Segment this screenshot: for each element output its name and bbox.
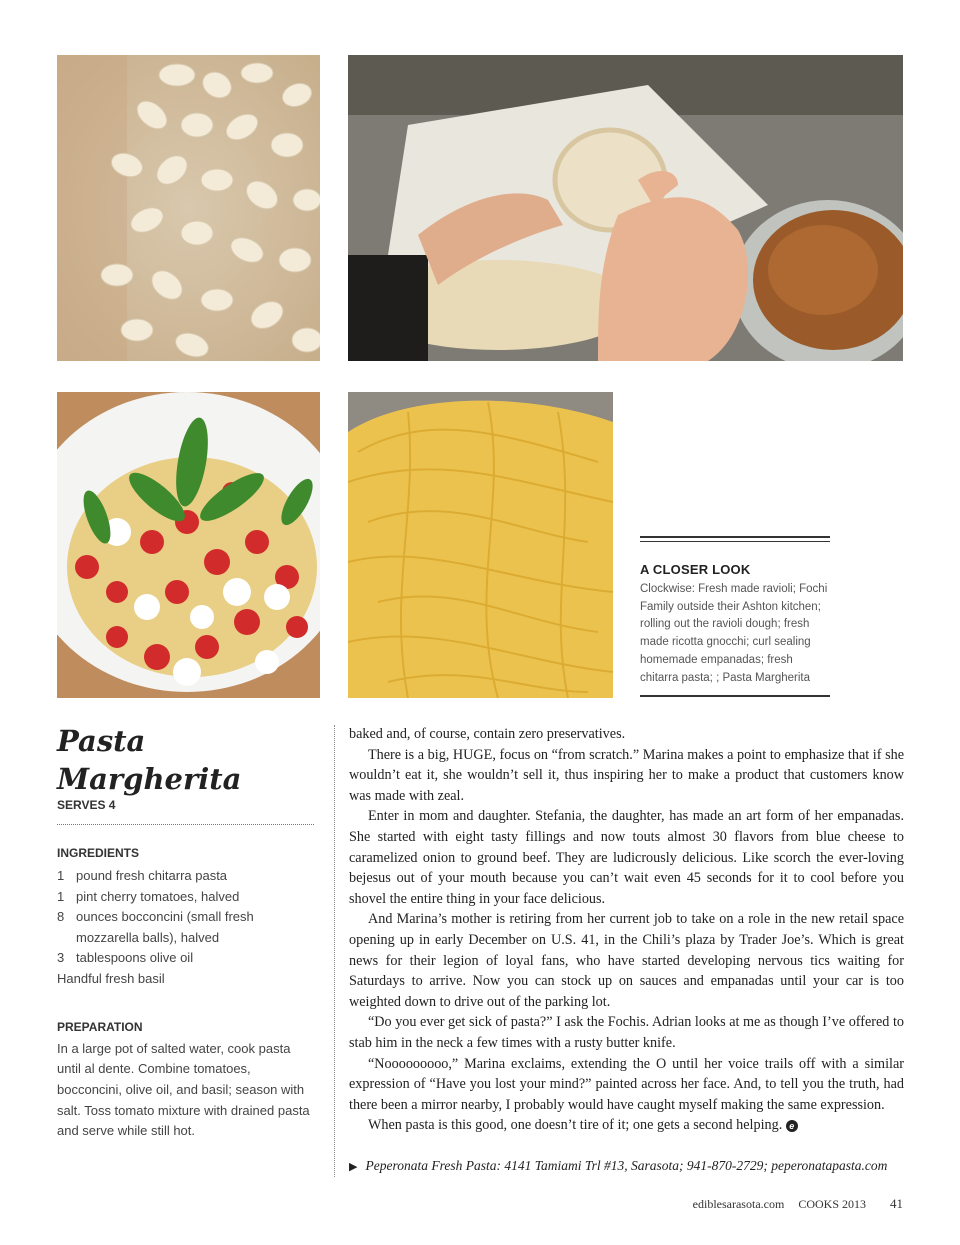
- ingredient-qty: 1: [57, 868, 65, 883]
- caption-text: Clockwise: Fresh made ravioli; Fochi Family outside their Ashton kitchen; rolling out the ravioli dough; fresh made ricotta gnocchi; curl sealing homemade empanadas; fresh chitarra pasta; ; Pasta Margherita: [640, 583, 828, 684]
- article-paragraph: “Do you ever get sick of pasta?” I ask the Fochis. Adrian looks at me as though I’ve offered to stab him in the neck a few times with a rusty butter knife.: [349, 1014, 904, 1051]
- business-credit-text: Peperonata Fresh Pasta: 4141 Tamiami Trl #13, Sarasota; 941-870-2729; peperonatapasta.com: [365, 1158, 888, 1173]
- ingredient-qty: 3: [57, 950, 65, 966]
- ingredient-qty: 1: [57, 888, 65, 904]
- ingredients-list: [57, 866, 317, 969]
- ingredient-text: ounces bocconcini (small fresh mozzarella balls), halved: [76, 909, 254, 945]
- pasta-margherita-photo: [57, 392, 320, 698]
- ingredient-qty: 8: [57, 909, 65, 925]
- ingredient-item: [57, 948, 317, 969]
- recipe-sidebar: [57, 722, 317, 1142]
- recipe-divider: [57, 824, 314, 825]
- triangle-arrow-icon: ▶: [349, 1161, 358, 1173]
- ingredient-item: [57, 887, 317, 908]
- article-paragraph: And Marina’s mother is retiring from her current job to take on a role in the new retail space opening up in early December on U.S. 41, in the Chili’s plaza by Trader Joe’s. Which is great news for their legion of loyal fans, who have started developing nervous tics waiting for Saturdays to arrive. Now you can stock up on sauces and empanadas until your car is too weighted down to drive out of the parking lot.: [349, 911, 904, 1010]
- chitarra-pasta-photo: [348, 392, 613, 698]
- caption-title: A CLOSER LOOK: [640, 562, 751, 577]
- article-last-text: When pasta is this good, one doesn’t tire of it; one gets a second helping.: [368, 1117, 783, 1134]
- business-credit: [349, 1158, 909, 1174]
- article-paragraph: baked and, of course, contain zero preservatives.: [349, 726, 626, 742]
- ingredient-text: pound fresh chitarra pasta: [76, 868, 228, 883]
- column-divider: [334, 725, 335, 1177]
- caption-box: [640, 536, 830, 697]
- ingredients-heading: INGREDIENTS: [57, 846, 140, 860]
- caption-top-rule: [640, 536, 830, 542]
- caption-bottom-rule: [640, 695, 830, 697]
- ingredient-text: tablespoons olive oil: [76, 950, 194, 966]
- article-paragraph: There is a big, HUGE, focus on “from scratch.” Marina makes a point to emphasize that if she wouldn’t eat it, she wouldn’t sell it, thus inspiring her to make a product that customers know was made with zeal.: [349, 746, 904, 804]
- folio-site: ediblesarasota.com: [692, 1197, 785, 1211]
- gnocchi-photo: [57, 55, 320, 361]
- ingredient-text: pint cherry tomatoes, halved: [76, 888, 240, 904]
- article-paragraph: “Nooooooooo,” Marina exclaims, extending the O until her voice trails off with a similar expression of “Have you lost your mind?” painted across her face. And, to tell you the truth, had there been a mirror nearby, I probably would have caught myself making the same expression.: [349, 1055, 904, 1113]
- preparation-heading: PREPARATION: [57, 1019, 143, 1034]
- edible-end-mark-icon: e: [786, 1120, 798, 1132]
- folio-issue: COOKS 2013: [798, 1197, 866, 1211]
- ingredient-basil: Handful fresh basil: [57, 970, 165, 986]
- recipe-title: Pasta Margherita: [57, 724, 242, 796]
- page-number: 41: [890, 1196, 903, 1211]
- article-body: [349, 724, 904, 1136]
- ingredient-item: [57, 866, 317, 887]
- article-paragraph: Enter in mom and daughter. Stefania, the daughter, has made an art form of her empanadas. She started with eight tasty fillings and now touts almost 30 flavors from blue cheese to caramelized onion to ground beef. They are ludicrously delicious. Like scorch the ever-loving bejesus out of your mouth because you can’t wait even 45 seconds for it to cool before you shovel the entire thing in your face delicious.: [349, 808, 904, 907]
- preparation-text: In a large pot of salted water, cook pasta until al dente. Combine tomatoes, bocconcini, olive oil, and basil; season with salt. Toss tomato mixture with drained pasta and serve while still hot.: [57, 1040, 310, 1139]
- ingredient-item: [57, 907, 317, 948]
- page-folio: [693, 1196, 903, 1212]
- empanada-photo: [348, 55, 903, 361]
- recipe-serves: SERVES 4: [57, 798, 116, 812]
- article-last-paragraph: [349, 1115, 904, 1136]
